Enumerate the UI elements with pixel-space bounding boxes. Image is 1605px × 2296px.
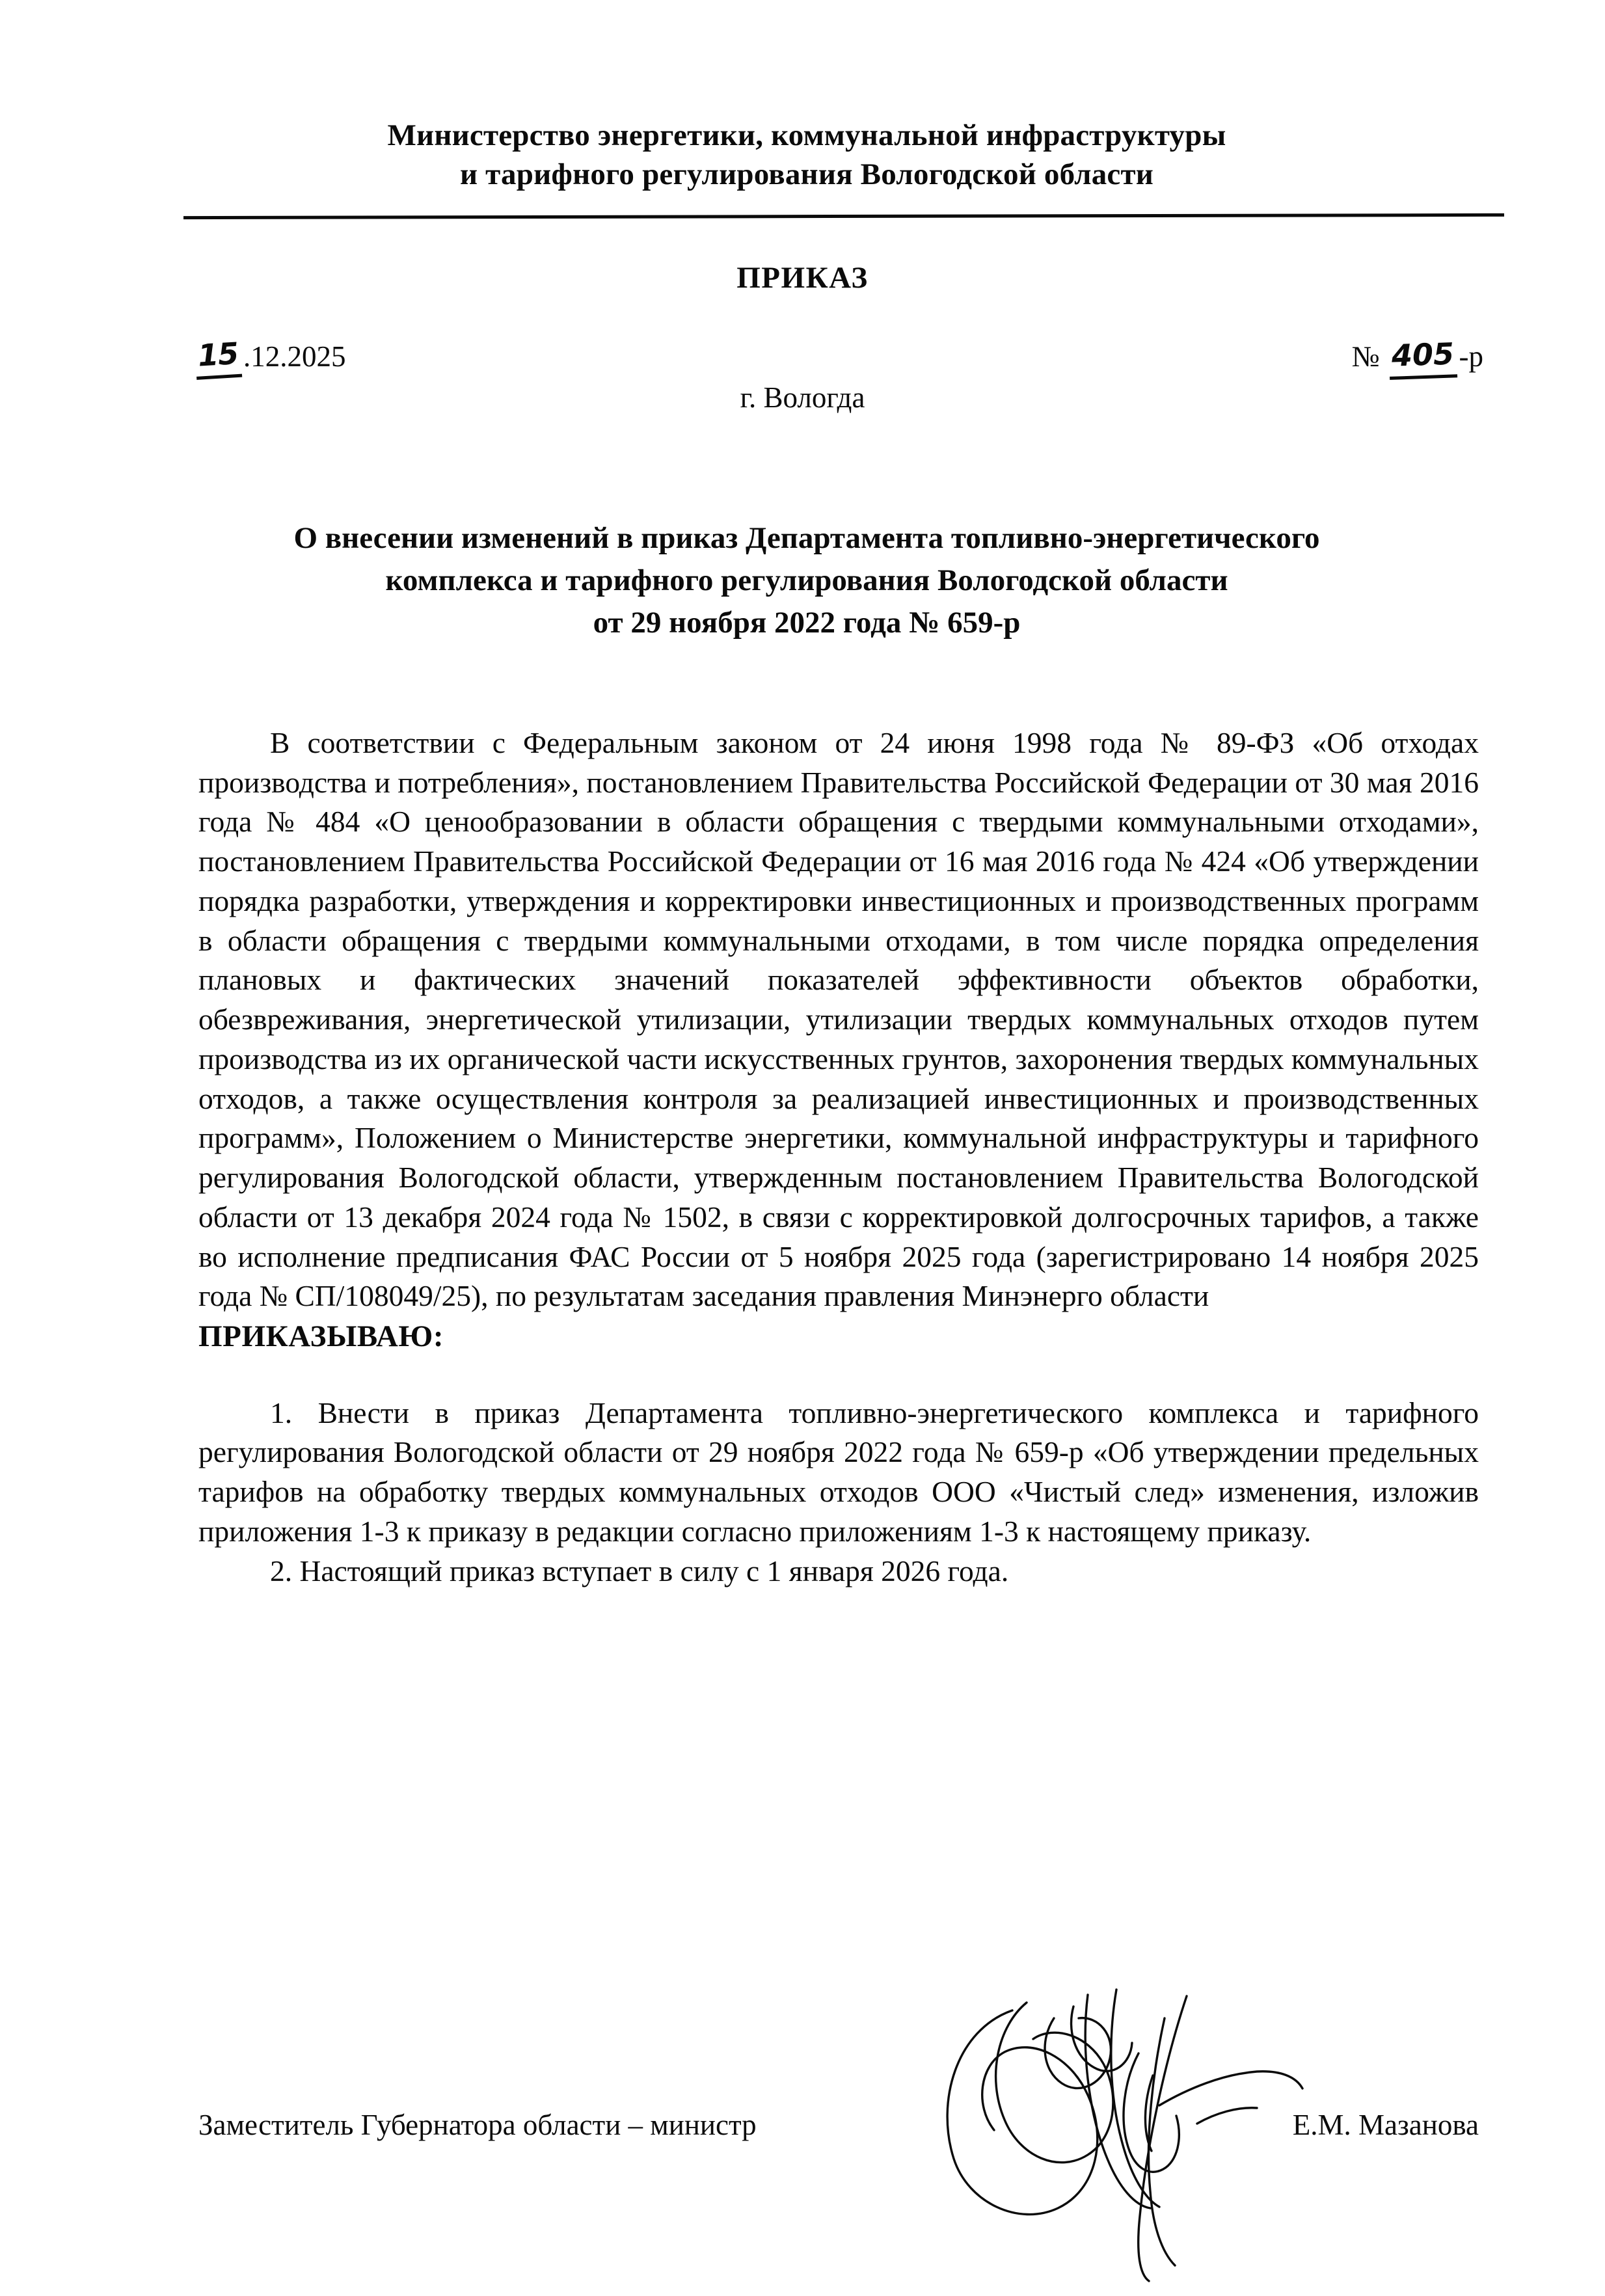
document-number bbox=[1352, 338, 1483, 376]
letterhead bbox=[195, 116, 1418, 194]
document-city: г. Вологда bbox=[740, 381, 865, 414]
number-suffix: -р bbox=[1459, 340, 1483, 373]
body-spacer-1 bbox=[198, 1357, 1479, 1394]
preamble-paragraph: В соответствии с Федеральным законом от 24 июня 1998 года № 89-ФЗ «Об отходах производства и потребления», постановлением Правительства Российской Федерации от 30 мая 2016 года № 484 «О ценообразовании в области обращения с твердыми коммунальными отходами», постановлением Правительства Российской Федерации от 16 мая 2016 года № 424 «Об утверждении порядка разработки, утверждения и корректировки инвестиционных и производственных программ в области обращения с твердыми коммунальными отходами, в том числе порядка определения плановых и фактических значений показателей эффективности объектов обработки, обезвреживания, энергетической утилизации, утилизации твердых коммунальных отходов путем производства из их органической части искусственных грунтов, захоронения твердых коммунальных отходов, а также осуществления контроля за реализацией инвестиционных и производственных программ», Положением о Министерстве энергетики, коммунальной инфраструктуры и тарифного регулирования Вологодской области, утвержденным постановлением Правительства Вологодской области от 13 декабря 2024 года № 1502, в связи с корректировкой долгосрочных тарифов, а также во исполнение предписания ФАС России от 5 ноября 2025 года (зарегистрировано 14 ноября 2025 года № СП/108049/25), по результатам заседания правления Минэнерго области bbox=[198, 726, 1479, 1313]
document-date bbox=[195, 335, 346, 376]
clause-2: 2. Настоящий приказ вступает в силу с 1 января 2026 года. bbox=[270, 1554, 1009, 1587]
title-line-3: от 29 ноября 2022 года № 659-р bbox=[593, 605, 1021, 640]
document-body bbox=[198, 723, 1479, 1591]
signature-row bbox=[198, 2108, 1479, 2167]
title-line-1: О внесении изменений в приказ Департамента топливно-энергетического bbox=[293, 521, 1320, 555]
order-keyword: ПРИКАЗЫВАЮ: bbox=[198, 1319, 444, 1354]
title-line-2: комплекса и тарифного регулирования Вологодской области bbox=[385, 563, 1228, 597]
signatory-position: Заместитель Губернатора области – министр bbox=[198, 2109, 757, 2141]
number-prefix: № bbox=[1351, 340, 1380, 373]
document-type-heading: ПРИКАЗ bbox=[736, 261, 869, 295]
document-title bbox=[195, 517, 1418, 644]
letterhead-line-1: Министерство энергетики, коммунальной инфраструктуры bbox=[387, 118, 1226, 152]
date-month-year: .12.2025 bbox=[243, 340, 346, 373]
letterhead-line-2: и тарифного регулирования Вологодской области bbox=[459, 157, 1154, 192]
clause-1: 1. Внести в приказ Департамента топливно-энергетического комплекса и тарифного регулирования Вологодской области от 29 ноября 2022 года № 659-р «Об утверждении предельных тарифов на обработку твердых коммунальных отходов ООО «Чистый след» изменения, изложив приложения 1-3 к приказу в редакции согласно приложениям 1-3 к настоящему приказу. bbox=[198, 1396, 1479, 1548]
signatory-name: Е.М. Мазанова bbox=[1292, 2109, 1479, 2141]
letterhead-divider bbox=[183, 213, 1504, 219]
number-value-handwritten: 405 bbox=[1387, 336, 1459, 376]
date-day-handwritten: 15 bbox=[193, 336, 243, 376]
